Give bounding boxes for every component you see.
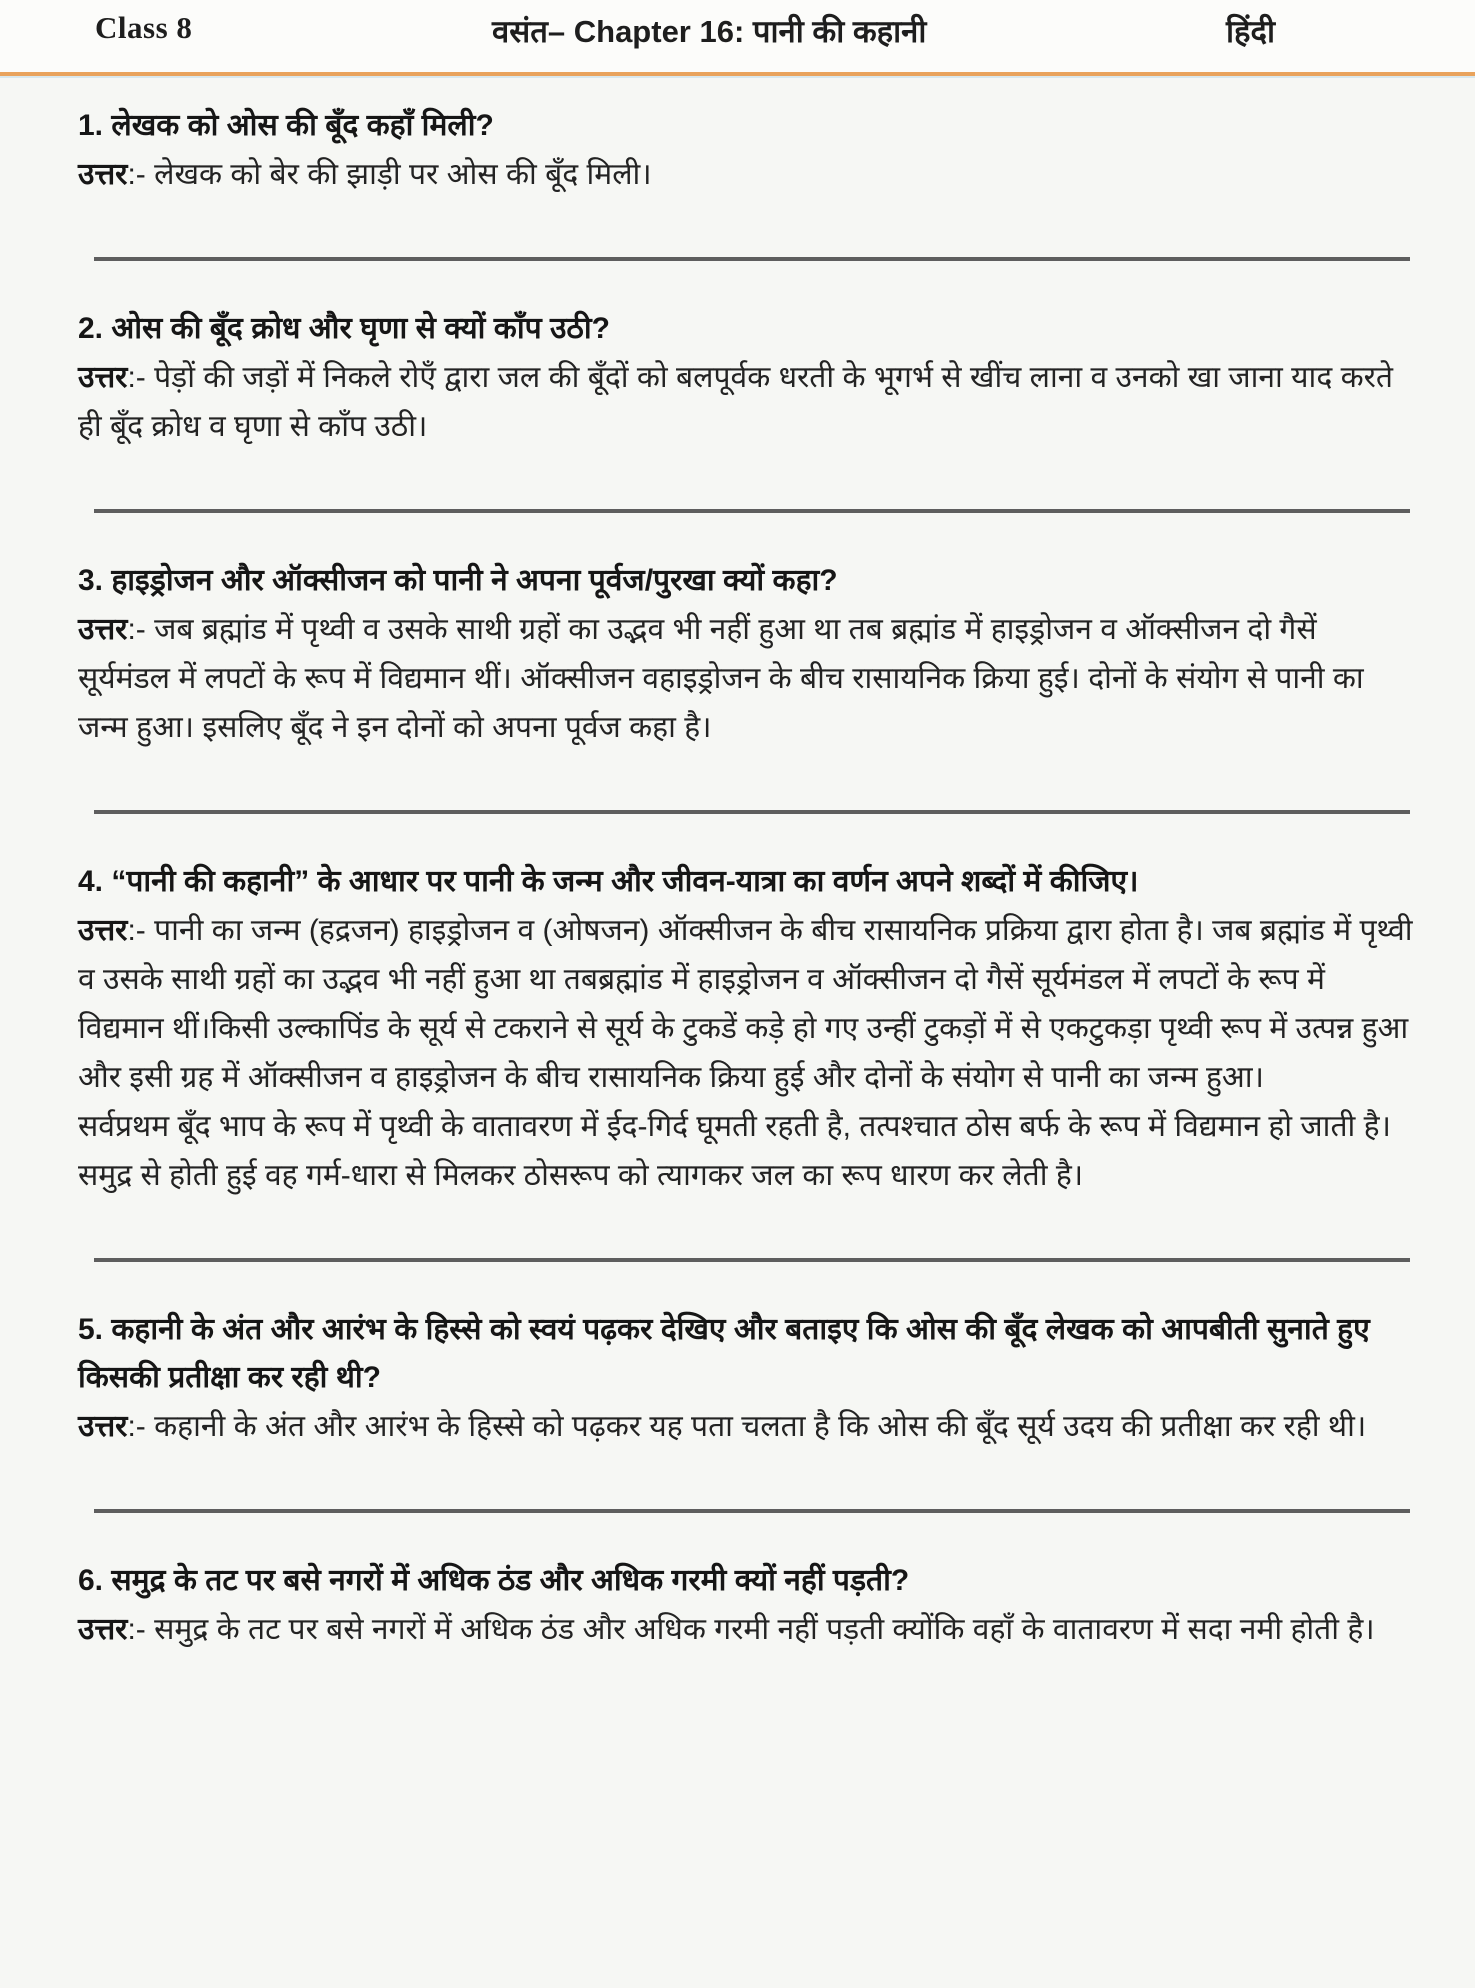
answer-body: :- समुद्र के तट पर बसे नगरों में अधिक ठंड और अधिक गरमी नहीं पड़ती क्योंकि वहाँ के वातावरण में सदा नमी होती है।	[127, 1613, 1375, 1646]
page-header	[0, 0, 1475, 76]
class-label: Class 8	[95, 10, 193, 45]
answer-body: :- पेड़ों की जड़ों में निकले रोएँ द्वारा जल की बूँदों को बलपूर्वक धरती के भूगर्भ से खींच लाना व उनको खा जाना याद करते ही बूँद क्रोध व घृणा से काँप उठी।	[78, 361, 1393, 443]
qa-block-3	[78, 557, 1413, 752]
question-text: 5. कहानी के अंत और आरंभ के हिस्से को स्वयं पढ़कर देखिए और बताइए कि ओस की बूँद लेखक को आपबीती सुनाते हुए किसकी प्रतीक्षा कर रही थी?	[78, 1313, 1370, 1394]
answer-text	[78, 605, 1413, 752]
qa-block-5	[78, 1306, 1413, 1451]
qa-document	[0, 76, 1475, 1654]
header-row	[0, 8, 1475, 72]
answer-text	[78, 1402, 1413, 1451]
answer-text	[78, 906, 1413, 1102]
section-divider	[94, 810, 1410, 814]
answer-label: उत्तर	[78, 1613, 128, 1646]
answer-text	[78, 1605, 1413, 1654]
section-divider	[94, 1258, 1410, 1262]
answer-body: :- पानी का जन्म (हद्रजन) हाइड्रोजन व (ओषजन) ऑक्सीजन के बीच रासायनिक प्रक्रिया द्वारा होता है। जब ब्रह्मांड में पृथ्वी व उसके साथी ग्रहों का उद्भव भी नहीं हुआ था तबब्रह्मांड में हाइड्रोजन व ऑक्सीजन दो गैसें सूर्यमंडल में लपटों के रूप में विद्यमान थीं।किसी उल्कापिंड के सूर्य से टकराने से सूर्य के टुकडें कड़े हो गए उन्हीं टुकड़ों में से एकटुकड़ा पृथ्वी रूप में उत्पन्न हुआ और इसी ग्रह में ऑक्सीजन व हाइड्रोजन के बीच रासायनिक क्रिया हुई और दोनों के संयोग से पानी का जन्म हुआ।	[78, 914, 1413, 1094]
question-text: 4. “पानी की कहानी” के आधार पर पानी के जन्म और जीवन-यात्रा का वर्णन अपने शब्दों में कीजिए।	[78, 865, 1139, 898]
question-text: 2. ओस की बूँद क्रोध और घृणा से क्यों काँप उठी?	[78, 312, 610, 345]
answer-text	[78, 150, 1413, 199]
answer-text	[78, 353, 1413, 451]
qa-block-2	[78, 305, 1413, 451]
qa-block-6	[78, 1557, 1413, 1654]
answer-label: उत्तर	[78, 158, 128, 191]
chapter-title: वसंत– Chapter 16: पानी की कहानी	[492, 14, 927, 49]
answer-body: :- कहानी के अंत और आरंभ के हिस्से को पढ़कर यह पता चलता है कि ओस की बूँद सूर्य उदय की प्रतीक्षा कर रही थी।	[127, 1410, 1367, 1443]
answer-label: उत्तर	[78, 914, 128, 947]
section-divider	[94, 1509, 1410, 1513]
subject-label: हिंदी	[1226, 14, 1275, 49]
question-text: 1. लेखक को ओस की बूँद कहाँ मिली?	[78, 109, 494, 142]
section-divider	[94, 509, 1410, 513]
qa-block-1	[78, 102, 1413, 199]
question-text: 3. हाइड्रोजन और ऑक्सीजन को पानी ने अपना पूर्वज/पुरखा क्यों कहा?	[78, 564, 838, 597]
qa-block-4	[78, 858, 1413, 1200]
answer-body: :- लेखक को बेर की झाड़ी पर ओस की बूँद मिली।	[127, 158, 652, 191]
answer-body: :- जब ब्रह्मांड में पृथ्वी व उसके साथी ग्रहों का उद्भव भी नहीं हुआ था तब ब्रह्मांड में हाइड्रोजन व ऑक्सीजन दो गैसें सूर्यमंडल में लपटों के रूप में विद्यमान थीं। ऑक्सीजन वहाइड्रोजन के बीच रासायनिक क्रिया हुई। दोनों के संयोग से पानी का जन्म हुआ। इसलिए बूँद ने इन दोनों को अपना पूर्वज कहा है।	[78, 613, 1364, 744]
answer-label: उत्तर	[78, 613, 128, 646]
section-divider	[94, 257, 1410, 261]
answer-label: उत्तर	[78, 1410, 128, 1443]
answer-text-continued: सर्वप्रथम बूँद भाप के रूप में पृथ्वी के वातावरण में ईद-गिर्द घूमती रहती है, तत्पश्चात ठोस बर्फ के रूप में विद्यमान हो जाती है। समुद्र से होती हुई वह गर्म-धारा से मिलकर ठोसरूप को त्यागकर जल का रूप धारण कर लेती है।	[78, 1110, 1391, 1192]
answer-label: उत्तर	[78, 361, 128, 394]
question-text: 6. समुद्र के तट पर बसे नगरों में अधिक ठंड और अधिक गरमी क्यों नहीं पड़ती?	[78, 1564, 910, 1597]
